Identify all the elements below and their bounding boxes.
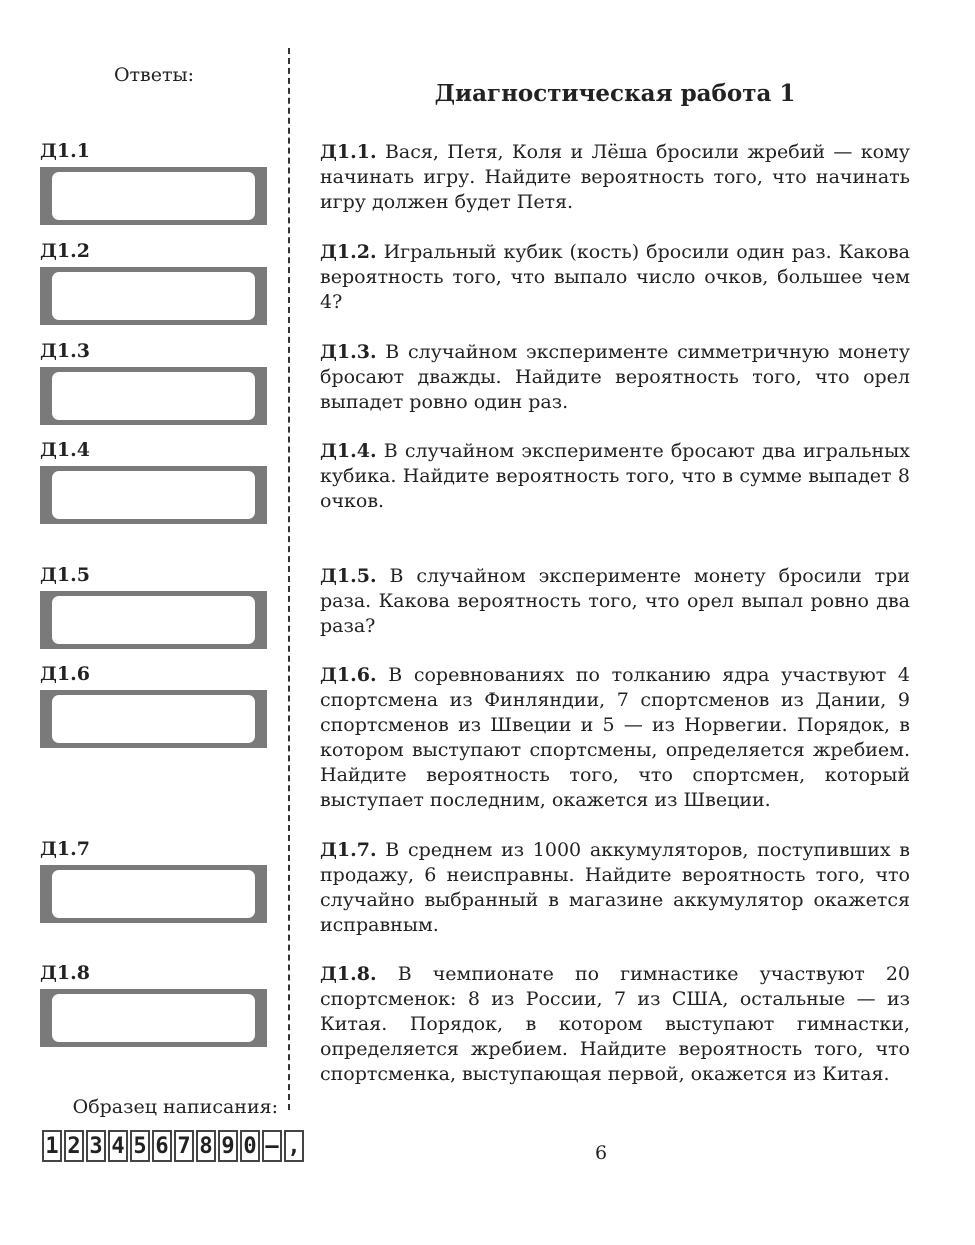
answer-box-5[interactable]: [40, 591, 267, 649]
answer-field-6[interactable]: [52, 695, 255, 743]
answer-label-6: Д1.6: [40, 663, 90, 685]
answer-label-2: Д1.2: [40, 240, 90, 262]
writing-sample-label: Образец написания:: [72, 1096, 278, 1118]
task-id: Д1.1.: [320, 141, 377, 163]
answer-box-8[interactable]: [40, 989, 267, 1047]
task-id: Д1.8.: [320, 963, 377, 985]
answer-label-3: Д1.3: [40, 340, 90, 362]
task-text: В чемпионате по гимнастике участвуют 20 спортсменок: 8 из России, 7 из США, остальные — из Китая. Порядок, в котором выступают гимнастки, определяется жребием. Найдите вероятность того, что спортсменка, выступающая первой, окажется из Китая.: [320, 963, 910, 1085]
task-text: В соревнованиях по толканию ядра участвуют 4 спортсмена из Финляндии, 7 спортсменов из Дании, 9 спортсменов из Швеции и 5 — из Норвегии. Порядок, в котором выступают спортсмены, определяется жребием. Найдите вероятность того, что спортсмен, который выступает последним, окажется из Швеции.: [320, 664, 910, 811]
task-id: Д1.4.: [320, 440, 377, 462]
task-6: [320, 663, 910, 813]
sample-char: 3: [86, 1130, 106, 1162]
sample-char: 0: [240, 1130, 260, 1162]
task-4: [320, 439, 910, 514]
task-5: [320, 564, 910, 639]
sample-char: 8: [196, 1130, 216, 1162]
sample-char: 7: [174, 1130, 194, 1162]
sample-char: –: [262, 1130, 282, 1162]
writing-sample: [42, 1130, 306, 1162]
answer-box-7[interactable]: [40, 865, 267, 923]
sample-char: 1: [42, 1130, 62, 1162]
answers-heading: Ответы:: [113, 64, 195, 86]
answer-box-1[interactable]: [40, 167, 267, 225]
sample-char: ,: [284, 1130, 304, 1162]
task-id: Д1.7.: [320, 839, 377, 861]
sample-char: 4: [108, 1130, 128, 1162]
page-title: Диагностическая работа 1: [434, 80, 796, 107]
answer-field-2[interactable]: [52, 272, 255, 320]
sample-char: 9: [218, 1130, 238, 1162]
answer-box-6[interactable]: [40, 690, 267, 748]
answer-label-4: Д1.4: [40, 439, 90, 461]
answer-label-7: Д1.7: [40, 838, 90, 860]
sample-char: 6: [152, 1130, 172, 1162]
task-id: Д1.3.: [320, 341, 377, 363]
task-text: Игральный кубик (кость) бросили один раз. Какова вероятность того, что выпало число очков, большее чем 4?: [320, 241, 910, 313]
task-text: В случайном эксперименте бросают два игральных кубика. Найдите вероятность того, что в сумме выпадет 8 очков.: [320, 440, 910, 512]
answer-box-3[interactable]: [40, 367, 267, 425]
task-8: [320, 962, 910, 1087]
answer-field-4[interactable]: [52, 471, 255, 519]
task-1: [320, 140, 910, 215]
task-id: Д1.5.: [320, 565, 377, 587]
sample-char: 5: [130, 1130, 150, 1162]
answer-label-5: Д1.5: [40, 564, 90, 586]
task-3: [320, 340, 910, 415]
sample-char: 2: [64, 1130, 84, 1162]
answer-field-3[interactable]: [52, 372, 255, 420]
answer-field-7[interactable]: [52, 870, 255, 918]
task-id: Д1.6.: [320, 664, 377, 686]
answer-box-4[interactable]: [40, 466, 267, 524]
task-id: Д1.2.: [320, 241, 377, 263]
answer-label-1: Д1.1: [40, 140, 90, 162]
answer-label-8: Д1.8: [40, 962, 90, 984]
task-2: [320, 240, 910, 315]
page-number: 6: [595, 1142, 608, 1164]
dashed-divider: [288, 48, 290, 1110]
task-text: В случайном эксперименте симметричную монету бросают дважды. Найдите вероятность того, что орел выпадет ровно один раз.: [320, 341, 910, 413]
task-7: [320, 838, 910, 938]
task-text: Вася, Петя, Коля и Лёша бросили жребий — кому начинать игру. Найдите вероятность того, что начинать игру должен будет Петя.: [320, 141, 910, 213]
answer-box-2[interactable]: [40, 267, 267, 325]
answer-field-1[interactable]: [52, 172, 255, 220]
task-text: В случайном эксперименте монету бросили три раза. Какова вероятность того, что орел выпал ровно два раза?: [320, 565, 910, 637]
task-text: В среднем из 1000 аккумуляторов, поступивших в продажу, 6 неисправны. Найдите вероятность того, что случайно выбранный в магазине аккумулятор окажется исправным.: [320, 839, 910, 936]
answer-field-5[interactable]: [52, 596, 255, 644]
answer-field-8[interactable]: [52, 994, 255, 1042]
